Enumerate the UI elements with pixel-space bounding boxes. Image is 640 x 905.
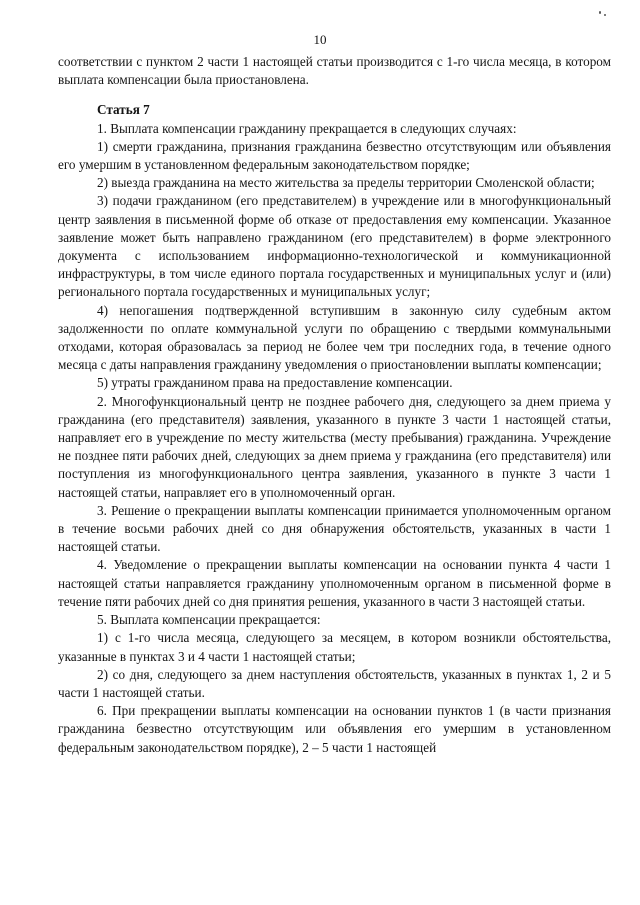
list-item: 3) подачи гражданином (его представителем) в учреждение или в многофункциональный центр заявления в письменной форме об отказе от предоставления ему компенсации. Указанное заявление может быть направлено гражданином (его представителем) в форме электронного документа с использованием информационно-технологической и коммуникационной инфраструктуры, в том числе единого портала государственных и муниципальных услуг и (или) регионального портала государственных и муниципальных услуг;	[58, 193, 611, 300]
paragraph: 6. При прекращении выплаты компенсации на основании пунктов 1 (в части признания гражданина безвестно отсутствующим или объявления его умершим в установленном федеральным законодательством порядке), 2 – 5 части 1 настоящей	[58, 703, 611, 755]
article-heading: Статья 7	[97, 102, 150, 118]
scan-speck	[604, 14, 606, 16]
list-item: 2) выезда гражданина на место жительства за пределы территории Смоленской области;	[97, 175, 595, 191]
paragraph: 2. Многофункциональный центр не позднее рабочего дня, следующего за днем приема у гражданина (его представителя) заявления, указанного в пункте 3 части 1 настоящей статьи, направляет его в учреждение по месту жительства (месту пребывания) гражданина. Учреждение не позднее пяти рабочих дней, следующих за днем приема у гражданина (его представителя) или поступления из многофункционального центра заявления, указанного в пункте 3 части 1 настоящей статьи, направляет его в уполномоченный орган.	[58, 393, 611, 500]
paragraph: 1. Выплата компенсации гражданину прекращается в следующих случаях:	[97, 120, 517, 136]
paragraph-continuation: соответствии с пунктом 2 части 1 настоящей статьи производится с 1-го числа месяца, в котором выплата компенсации была приостановлена.	[58, 54, 611, 88]
list-item: 1) с 1-го числа месяца, следующего за месяцем, в котором возникли обстоятельства, указанные в пунктах 3 и 4 части 1 настоящей статьи;	[58, 630, 611, 664]
paragraph: 3. Решение о прекращении выплаты компенсации принимается уполномоченным органом в течение восьми рабочих дней со дня обнаружения обстоятельств, указанных в части 1 настоящей статьи.	[58, 502, 611, 555]
list-item: 4) непогашения подтвержденной вступившим в законную силу судебным актом задолженности по оплате коммунальной услуги по обращению с твердыми коммунальными отходами, которая образовалась за период не более чем три последних года, в течение одного месяца с даты направления гражданину уведомления о приостановлении выплаты компенсации;	[58, 302, 611, 373]
scan-speck	[599, 11, 601, 14]
document-body	[58, 53, 611, 757]
paragraph: 5. Выплата компенсации прекращается:	[97, 612, 321, 628]
list-item: 1) смерти гражданина, признания гражданина безвестно отсутствующим или объявления его умершим в установленном федеральным законодательством порядке;	[58, 138, 611, 173]
list-item: 5) утраты гражданином права на предоставление компенсации.	[97, 375, 453, 391]
paragraph: 4. Уведомление о прекращении выплаты компенсации на основании пункта 4 части 1 настоящей статьи направляется гражданину уполномоченным органом в письменной форме в течение пяти рабочих дней со дня принятия решения, указанного в части 3 настоящей статьи.	[58, 557, 611, 609]
page-number: 10	[313, 32, 327, 47]
list-item: 2) со дня, следующего за днем наступления обстоятельств, указанных в пунктах 1, 2 и 5 части 1 настоящей статьи.	[58, 666, 611, 700]
